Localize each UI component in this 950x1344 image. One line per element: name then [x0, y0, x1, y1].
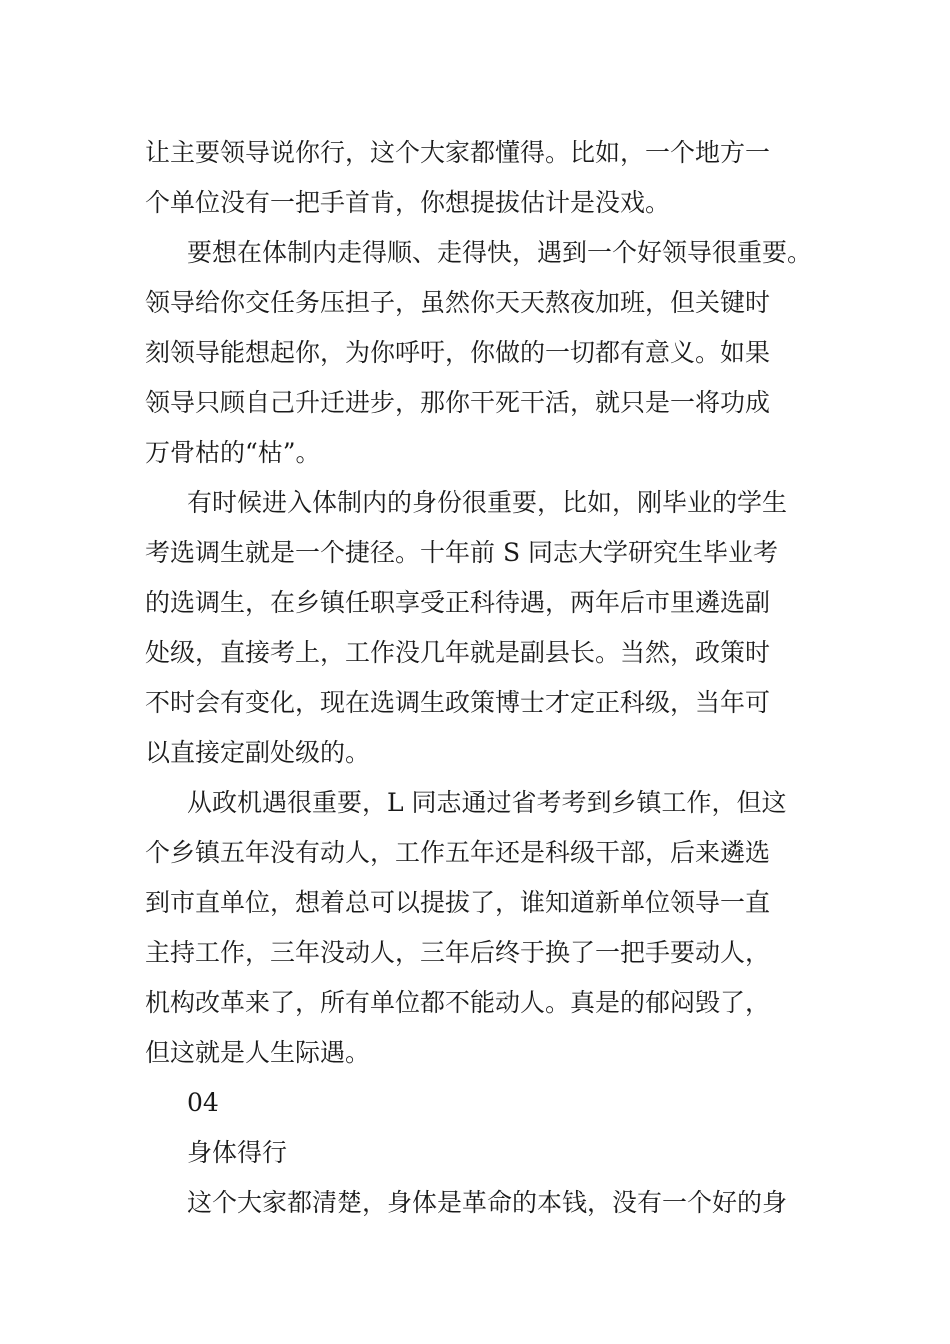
section-title: 身体得行: [187, 1138, 288, 1167]
text-line: 但这就是人生际遇。: [145, 1038, 371, 1067]
text-line: 个单位没有一把手首肯，你想提拔估计是没戏。: [145, 188, 671, 217]
text-line: 个乡镇五年没有动人，工作五年还是科级干部，后来遴选: [145, 838, 771, 867]
paragraph-2: [145, 228, 845, 478]
text-line: 有时候进入体制内的身份很重要，比如，刚毕业的学生: [187, 488, 788, 517]
text-line: 主持工作，三年没动人，三年后终于换了一把手要动人，: [145, 938, 771, 967]
text-line: 让主要领导说你行，这个大家都懂得。比如，一个地方一: [145, 138, 771, 167]
text-line: 的选调生，在乡镇任职享受正科待遇，两年后市里遴选副: [145, 588, 771, 617]
paragraph-3: [145, 478, 845, 778]
text-line: 刻领导能想起你，为你呼吁，你做的一切都有意义。如果: [145, 338, 771, 367]
body-text: [145, 128, 845, 1228]
text-line: 从政机遇很重要，L 同志通过省考考到乡镇工作，但这: [187, 788, 787, 817]
text-line: 领导给你交任务压担子，虽然你天天熬夜加班，但关键时: [145, 288, 771, 317]
text-line: 领导只顾自己升迁进步，那你干死干活，就只是一将功成: [145, 388, 771, 417]
text-line: 机构改革来了，所有单位都不能动人。真是的郁闷毁了，: [145, 988, 771, 1017]
section-number: 04: [187, 1088, 219, 1117]
text-line: 要想在体制内走得顺、走得快，遇到一个好领导很重要。: [187, 238, 813, 267]
paragraph-4: [145, 778, 845, 1078]
paragraph-1: [145, 128, 845, 228]
text-line: 处级，直接考上，工作没几年就是副县长。当然，政策时: [145, 638, 771, 667]
text-line: 万骨枯的“枯”。: [145, 438, 321, 467]
text-line: 这个大家都清楚，身体是革命的本钱，没有一个好的身: [187, 1188, 788, 1217]
text-line: 考选调生就是一个捷径。十年前 S 同志大学研究生毕业考: [145, 538, 779, 567]
text-line: 以直接定副处级的。: [145, 738, 371, 767]
text-line: 到市直单位，想着总可以提拔了，谁知道新单位领导一直: [145, 888, 771, 917]
text-line: 不时会有变化，现在选调生政策博士才定正科级，当年可: [145, 688, 771, 717]
